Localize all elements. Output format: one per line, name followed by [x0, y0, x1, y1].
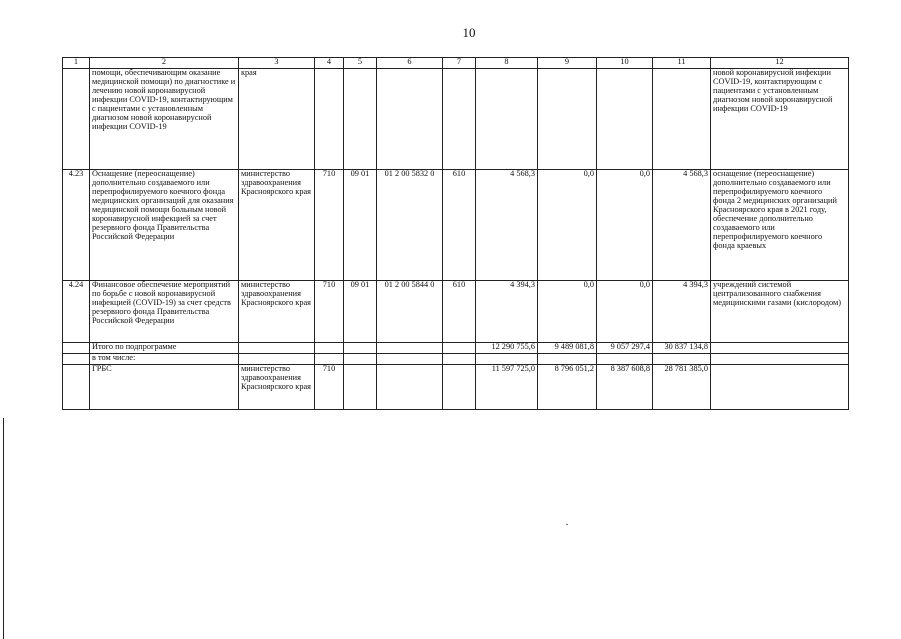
grbs-cell — [239, 354, 315, 365]
grbs-cell: министерство здравоохранения Красноярского края — [239, 281, 315, 343]
result-cell: новой коронавирусной инфекции COVID-19, контактирующим с пациентами с установленным диагнозом новой коронавирусной инфекции COVID-19 — [711, 69, 849, 170]
header-cell: 6 — [377, 58, 443, 69]
total-amount-cell: 30 837 134,8 — [653, 343, 711, 354]
target-article-cell — [377, 365, 443, 410]
scan-edge-line — [3, 418, 4, 639]
grbs-code-cell — [315, 354, 344, 365]
amount-cell: 8 796 051,2 — [538, 365, 597, 410]
grbs-code-cell: 710 — [315, 170, 344, 281]
row-number-cell: 4.23 — [63, 170, 90, 281]
amount-cell — [597, 69, 653, 170]
amount-cell: 11 597 725,0 — [476, 365, 538, 410]
grbs-code-cell — [315, 343, 344, 354]
amount-cell: 8 387 608,8 — [597, 365, 653, 410]
section-code-cell — [344, 354, 377, 365]
section-code-cell: 09 01 — [344, 170, 377, 281]
expense-type-cell — [443, 365, 476, 410]
grbs-code-cell: 710 — [315, 365, 344, 410]
amount-cell: 12 290 755,6 — [476, 343, 538, 354]
table-row — [63, 281, 849, 343]
result-cell: оснащение (переоснащение) дополнительно создаваемого или перепрофилируемого коечного фонда 2 медицинских организаций Красноярского края в 2021 году, обеспечение дополнительно создаваемого или перепрофилируемого коечного фонда краевых — [711, 170, 849, 281]
target-article-cell: 01 2 00 5832 0 — [377, 170, 443, 281]
scan-speck — [566, 524, 568, 525]
amount-cell: 9 489 081,8 — [538, 343, 597, 354]
row-number-cell — [63, 354, 90, 365]
table-row — [63, 365, 849, 410]
header-cell: 2 — [90, 58, 239, 69]
table-row — [63, 170, 849, 281]
header-cell: 4 — [315, 58, 344, 69]
section-code-cell — [344, 69, 377, 170]
page-number: 10 — [462, 25, 476, 40]
grbs-code-cell — [315, 69, 344, 170]
result-cell — [711, 354, 849, 365]
amount-cell: 0,0 — [538, 170, 597, 281]
subtotal-row — [63, 343, 849, 354]
amount-cell — [538, 69, 597, 170]
amount-cell — [476, 69, 538, 170]
header-cell: 3 — [239, 58, 315, 69]
target-article-cell — [377, 69, 443, 170]
total-amount-cell — [653, 69, 711, 170]
section-code-cell — [344, 365, 377, 410]
grbs-label: ГРБС — [90, 365, 239, 410]
table-header-row — [63, 58, 849, 69]
amount-cell: 9 057 297,4 — [597, 343, 653, 354]
grbs-cell: министерство здравоохранения Красноярского края — [239, 365, 315, 410]
total-amount-cell — [653, 354, 711, 365]
target-article-cell — [377, 354, 443, 365]
measure-name-cell: помощи, обеспечивающим оказание медицинской помощи) по диагностике и лечению новой коронавирусной инфекции COVID-19, контактирующим с пациентами с установленным диагнозом новой коронавирусной инфекции COVID-19 — [90, 69, 239, 170]
grbs-code-cell: 710 — [315, 281, 344, 343]
header-cell: 10 — [597, 58, 653, 69]
row-number-cell — [63, 365, 90, 410]
total-amount-cell: 4 568,3 — [653, 170, 711, 281]
grbs-cell: министерство здравоохранения Красноярского края — [239, 170, 315, 281]
row-number-cell — [63, 69, 90, 170]
section-code-cell — [344, 343, 377, 354]
result-cell: учреждений системой централизованного снабжения медицинскими газами (кислородом) — [711, 281, 849, 343]
amount-cell — [597, 354, 653, 365]
header-cell: 1 — [63, 58, 90, 69]
header-cell: 7 — [443, 58, 476, 69]
total-amount-cell: 4 394,3 — [653, 281, 711, 343]
target-article-cell: 01 2 00 5844 0 — [377, 281, 443, 343]
header-cell: 12 — [711, 58, 849, 69]
expense-type-cell: 610 — [443, 281, 476, 343]
header-cell: 9 — [538, 58, 597, 69]
table-row — [63, 354, 849, 365]
amount-cell: 4 394,3 — [476, 281, 538, 343]
expense-type-cell — [443, 69, 476, 170]
grbs-cell: края — [239, 69, 315, 170]
header-cell: 8 — [476, 58, 538, 69]
expense-type-cell — [443, 343, 476, 354]
total-amount-cell: 28 781 385,0 — [653, 365, 711, 410]
measure-name-cell: Финансовое обеспечение мероприятий по борьбе с новой коронавирусной инфекцией (COVID-19) за счет средств резервного фонда Правительства Российской Федерации — [90, 281, 239, 343]
row-number-cell — [63, 343, 90, 354]
row-number-cell: 4.24 — [63, 281, 90, 343]
result-cell — [711, 365, 849, 410]
amount-cell — [476, 354, 538, 365]
expense-type-cell: 610 — [443, 170, 476, 281]
amount-cell: 0,0 — [538, 281, 597, 343]
subtotal-label: Итого по подпрограмме — [90, 343, 239, 354]
header-cell: 5 — [344, 58, 377, 69]
result-cell — [711, 343, 849, 354]
header-cell: 11 — [653, 58, 711, 69]
section-code-cell: 09 01 — [344, 281, 377, 343]
target-article-cell — [377, 343, 443, 354]
measure-name-cell: Оснащение (переоснащение) дополнительно создаваемого или перепрофилируемого коечного фонда медицинских организаций для оказания медицинской помощи больным новой коронавирусной инфекцией за счет резервного фонда Правительства Российской Федерации — [90, 170, 239, 281]
including-label: в том числе: — [90, 354, 239, 365]
amount-cell: 4 568,3 — [476, 170, 538, 281]
expense-type-cell — [443, 354, 476, 365]
amount-cell — [538, 354, 597, 365]
grbs-cell — [239, 343, 315, 354]
amount-cell: 0,0 — [597, 281, 653, 343]
amount-cell: 0,0 — [597, 170, 653, 281]
table-row — [63, 69, 849, 170]
budget-table — [62, 57, 849, 410]
